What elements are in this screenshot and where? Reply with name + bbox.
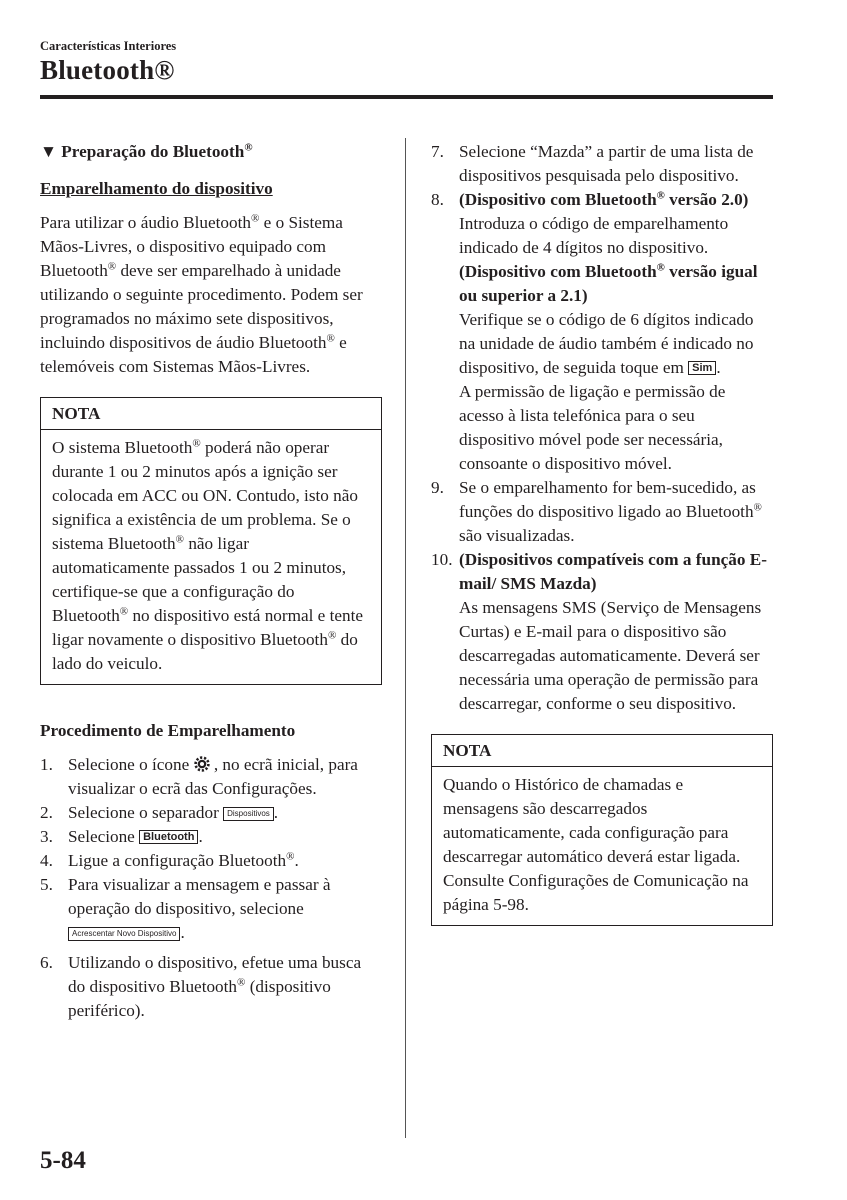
- sub-heading: Emparelhamento do dispositivo: [40, 179, 273, 198]
- right-column: [431, 140, 773, 926]
- step-number: 10.: [431, 550, 453, 569]
- left-column: [40, 140, 382, 1023]
- nota-box: [40, 397, 382, 685]
- nota-text: [432, 767, 772, 925]
- step-number: 7.: [431, 142, 444, 161]
- step-8: [431, 188, 773, 476]
- step-bold-text: (Dispositivo com Bluetooth® versão 2.0): [459, 189, 749, 209]
- step-text: .: [273, 803, 279, 822]
- sim-button: Sim: [688, 361, 716, 375]
- nota-box: [431, 734, 773, 926]
- section-heading: ▼ Preparação do Bluetooth®: [40, 141, 253, 161]
- procedure-steps-continued: [431, 140, 773, 716]
- page-title: Bluetooth®: [40, 55, 175, 85]
- nota-text: O sistema Bluetooth® poderá não operar durante 1 ou 2 minutos após a ignição ser colocada em ACC ou ON. Contudo, isto não significa a existência de um problema. Se o sistema Bluetooth® não ligar automaticamente passados 1 ou 2 minutos, certifique-se que a configuração do Bluetooth® no dispositivo está normal e tente ligar novamente o dispositivo Bluetooth® do lado do veiculo.: [52, 437, 364, 673]
- step-9: [431, 476, 773, 548]
- step-text: Selecione o separador: [68, 803, 219, 822]
- intro-paragraph: Para utilizar o áudio Bluetooth® e o Sistema Mãos-Livres, o dispositivo equipado com Bluetooth® deve ser emparelhado à unidade utilizando o seguinte procedimento. Podem ser programados no máximo sete dispositivos, incluindo dispositivos de áudio Bluetooth® e telemóveis com Sistemas Mãos-Livres.: [40, 212, 363, 376]
- step-5: [40, 873, 382, 945]
- step-number: 6.: [40, 953, 53, 972]
- settings-gear-icon: [194, 756, 210, 772]
- step-text: As mensagens SMS (Serviço de Mensagens Curtas) e E-mail para o dispositivo são descarregadas automaticamente. Deverá ser necessária uma operação de permissão para descarregar, conforme o seu dispositivo.: [459, 598, 762, 713]
- step-text: Verifique se o código de 6 dígitos indicado na unidade de áudio também é indicado no dispositivo, de seguida toque em: [459, 310, 754, 377]
- step-number: 3.: [40, 827, 53, 846]
- procedure-heading: Procedimento de Emparelhamento: [40, 721, 296, 740]
- step-text: Utilizando o dispositivo, efetue uma busca do dispositivo Bluetooth® (dispositivo periférico).: [68, 953, 362, 1020]
- dispositivos-tab-button: Dispositivos: [223, 807, 274, 821]
- step-text: .: [180, 923, 185, 942]
- step-number: 9.: [431, 478, 444, 497]
- step-number: 5.: [40, 875, 53, 894]
- step-text: Se o emparelhamento for bem-sucedido, as funções do dispositivo ligado ao Bluetooth® são visualizadas.: [459, 478, 762, 545]
- step-bold-text: (Dispositivos compatíveis com a função E-mail/ SMS Mazda): [459, 550, 767, 593]
- step-text: A permissão de ligação e permissão de acesso à lista telefónica para o seu dispositivo móvel pode ser necessária, consoante o dispositivo móvel.: [459, 382, 726, 473]
- add-new-device-button: Acrescentar Novo Dispositivo: [68, 927, 180, 941]
- step-text: [459, 308, 773, 380]
- section-label: Características Interiores: [40, 39, 177, 53]
- step-10: [431, 548, 773, 716]
- step-text: Ligue a configuração Bluetooth®.: [68, 850, 299, 870]
- step-3: [40, 825, 382, 849]
- step-number: 4.: [40, 851, 53, 870]
- nota-label: NOTA: [432, 735, 772, 767]
- procedure-steps: [40, 753, 382, 1023]
- step-text: Selecione: [68, 827, 135, 846]
- step-text: .: [198, 827, 203, 846]
- nota-text-line: Quando o Histórico de chamadas e mensagens são descarregados automaticamente, cada configuração para descarregar automático deverá estar ligada.: [443, 775, 741, 866]
- page-number: 5-84: [40, 1147, 86, 1174]
- step-text: Selecione “Mazda” a partir de uma lista de dispositivos pesquisada pelo dispositivo.: [459, 142, 754, 185]
- step-number: 1.: [40, 755, 53, 774]
- step-text: Introduza o código de emparelhamento indicado de 4 dígitos no dispositivo.: [459, 214, 729, 257]
- step-bold-text: (Dispositivo com Bluetooth® versão igual ou superior a 2.1): [459, 261, 758, 305]
- step-text: Para visualizar a mensagem e passar à operação do dispositivo, selecione: [68, 875, 331, 918]
- step-text: .: [716, 358, 721, 377]
- step-6: [40, 951, 382, 1023]
- column-divider: [405, 138, 406, 1138]
- step-number: 8.: [431, 190, 444, 209]
- step-1: [40, 753, 382, 801]
- step-2: [40, 801, 382, 825]
- title-rule: [40, 95, 773, 99]
- nota-text-line: Consulte Configurações de Comunicação na página 5-98.: [443, 871, 749, 914]
- step-number: 2.: [40, 803, 53, 822]
- step-text: , no ecrã inicial, para visualizar o ecrã das Configurações.: [68, 755, 358, 798]
- bluetooth-button: Bluetooth: [139, 830, 198, 844]
- step-4: [40, 849, 382, 873]
- step-text: Selecione o ícone: [68, 755, 190, 774]
- nota-label: NOTA: [41, 398, 381, 430]
- step-7: [431, 140, 773, 188]
